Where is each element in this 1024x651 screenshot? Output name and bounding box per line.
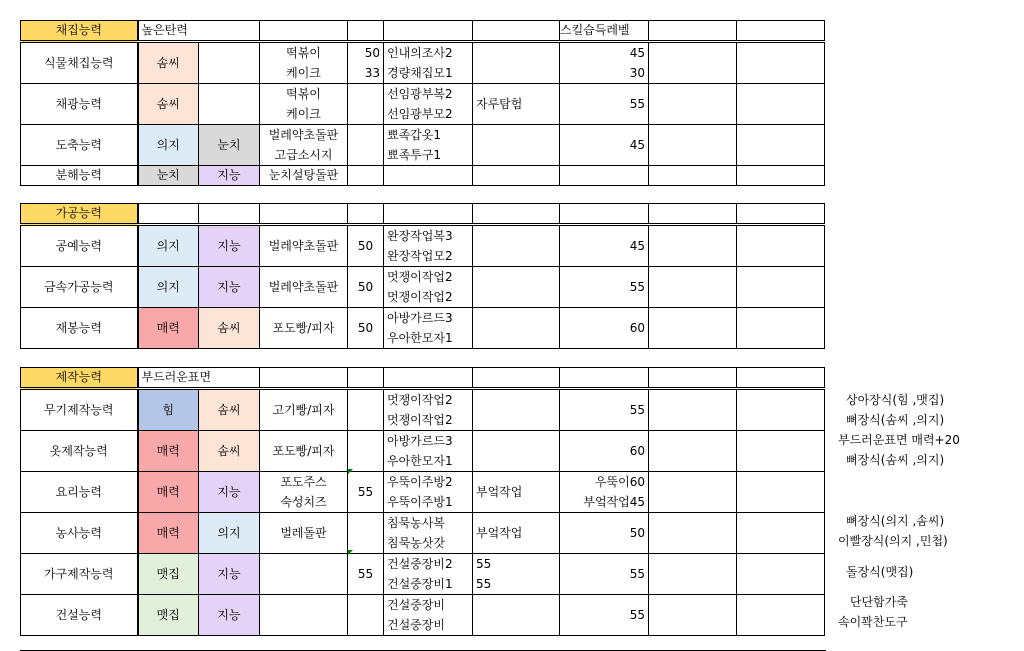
gear-line: 뾰족갑옷1 (387, 128, 442, 142)
number-cell[interactable]: 55 (348, 554, 384, 595)
extra-line: 55 (476, 577, 492, 591)
gear-line: 침묵농사복 (387, 516, 445, 530)
number-line: 33 (364, 66, 380, 80)
gear-line: 완장작업모2 (387, 249, 453, 263)
table-row (21, 472, 825, 513)
gear-cell[interactable] (384, 166, 473, 186)
stat-cell[interactable]: 눈치 (138, 166, 199, 186)
level-cell[interactable]: 45 (560, 125, 649, 166)
gear-cell[interactable] (384, 308, 473, 349)
number-cell[interactable]: 50 (348, 225, 384, 267)
crafting-table (20, 367, 825, 636)
header-cell[interactable] (473, 21, 560, 42)
extra-cell[interactable] (473, 308, 560, 349)
number-cell[interactable] (348, 84, 384, 125)
header-cell[interactable] (649, 21, 737, 42)
gear-line: 아방가르드3 (387, 311, 453, 325)
table-row (21, 308, 825, 349)
gear-cell[interactable] (384, 125, 473, 166)
empty-cell[interactable] (649, 225, 737, 267)
level-line: 부엌작업45 (583, 495, 645, 509)
empty-cell[interactable] (737, 267, 825, 308)
header-cell[interactable] (348, 21, 384, 42)
table-header-row (21, 204, 825, 225)
skill-name[interactable]: 무기제작능력 (21, 389, 138, 431)
empty-cell[interactable] (649, 595, 737, 636)
note-line: 돌장식(맷집) (846, 565, 914, 579)
table-row (21, 125, 825, 166)
note-line: 뼈장식(솜씨 ,의지) (846, 453, 945, 467)
table-row (21, 84, 825, 125)
food-cell[interactable]: 포도빵/피자 (260, 431, 348, 472)
number-line: 50 (364, 46, 380, 60)
extra-cell[interactable] (473, 595, 560, 636)
stat-cell[interactable]: 매력 (138, 513, 199, 554)
level-cell[interactable]: 60 (560, 308, 649, 349)
food-cell[interactable] (260, 125, 348, 166)
food-line: 떡볶이 (286, 46, 321, 60)
level-line: 우뚝이60 (594, 475, 645, 489)
table-row (21, 225, 825, 267)
table-row (21, 513, 825, 554)
header-cell[interactable] (384, 21, 473, 42)
empty-cell[interactable] (649, 166, 737, 186)
skill-name[interactable]: 금속가공능력 (21, 267, 138, 308)
stat-cell[interactable] (199, 42, 260, 84)
number-cell[interactable] (348, 431, 384, 472)
gear-cell[interactable] (384, 554, 473, 595)
empty-cell[interactable] (737, 389, 825, 431)
level-cell[interactable] (560, 472, 649, 513)
food-cell[interactable]: 포도빵/피자 (260, 308, 348, 349)
extra-cell[interactable]: 자루탐험 (473, 84, 560, 125)
stat-cell[interactable]: 지능 (199, 472, 260, 513)
number-cell[interactable]: 50 (348, 308, 384, 349)
stat-cell[interactable]: 맷집 (138, 554, 199, 595)
header-cell[interactable] (384, 368, 473, 389)
side-note (846, 562, 913, 582)
extra-cell[interactable] (473, 431, 560, 472)
table-row (21, 42, 825, 84)
stat-cell[interactable]: 의지 (199, 513, 260, 554)
gear-line: 인내의조사2 (387, 46, 453, 60)
number-cell[interactable]: 50 (348, 267, 384, 308)
level-cell[interactable]: 55 (560, 389, 649, 431)
gear-cell[interactable] (384, 513, 473, 554)
extra-cell[interactable] (473, 267, 560, 308)
stat-cell[interactable]: 솜씨 (199, 389, 260, 431)
gear-line: 건설중장비 (387, 598, 445, 612)
gear-line: 선임광부복2 (387, 87, 453, 101)
gear-line: 멋쟁이작업2 (387, 270, 453, 284)
gear-line: 선임광부모2 (387, 107, 453, 121)
extra-cell[interactable] (473, 166, 560, 186)
empty-cell[interactable] (649, 84, 737, 125)
stat-cell[interactable]: 맷집 (138, 595, 199, 636)
stat-cell[interactable]: 힘 (138, 389, 199, 431)
stat-cell[interactable]: 지능 (199, 225, 260, 267)
food-cell[interactable]: 벌레돌판 (260, 513, 348, 554)
table-header-row (21, 368, 825, 389)
empty-cell[interactable] (649, 554, 737, 595)
number-cell[interactable] (348, 389, 384, 431)
skill-name[interactable]: 건설능력 (21, 595, 138, 636)
gear-line: 멋쟁이작업2 (387, 290, 453, 304)
food-cell[interactable]: 고기빵/피자 (260, 389, 348, 431)
empty-cell[interactable] (737, 513, 825, 554)
food-cell[interactable] (260, 472, 348, 513)
stat-cell[interactable]: 의지 (138, 125, 199, 166)
extra-cell[interactable] (473, 389, 560, 431)
comment-indicator-icon (348, 469, 353, 474)
level-cell[interactable] (560, 42, 649, 84)
section-title-gathering[interactable]: 채집능력 (21, 21, 138, 42)
food-line: 고급소시지 (274, 148, 333, 162)
gear-cell[interactable] (384, 84, 473, 125)
header-cell[interactable] (348, 368, 384, 389)
gear-cell[interactable] (384, 267, 473, 308)
number-cell[interactable] (348, 595, 384, 636)
gear-cell[interactable] (384, 472, 473, 513)
food-cell[interactable] (260, 42, 348, 84)
header-cell[interactable] (138, 204, 199, 225)
table-row (21, 389, 825, 431)
header-cell[interactable] (384, 204, 473, 225)
stat-cell[interactable]: 솜씨 (199, 308, 260, 349)
gear-line: 건설중장비 (387, 618, 445, 632)
gear-line: 멋쟁이작업2 (387, 413, 453, 427)
skill-name[interactable]: 분해능력 (21, 166, 138, 186)
level-cell[interactable] (560, 166, 649, 186)
side-note (838, 430, 960, 470)
empty-cell[interactable] (649, 267, 737, 308)
gear-cell[interactable] (384, 431, 473, 472)
empty-cell[interactable] (737, 125, 825, 166)
extra-line: 55 (476, 557, 492, 571)
gear-line: 멋쟁이작업2 (387, 393, 453, 407)
gear-cell[interactable] (384, 595, 473, 636)
header-cell[interactable] (473, 204, 560, 225)
note-line: 뼈장식(솜씨 ,의지) (846, 413, 945, 427)
skill-name[interactable]: 식물채집능력 (21, 42, 138, 84)
header-cell[interactable]: 스킬습득레벨 (560, 21, 649, 42)
empty-cell[interactable] (737, 84, 825, 125)
header-cell[interactable] (737, 368, 825, 389)
stat-cell[interactable]: 매력 (138, 431, 199, 472)
note-line: 뼈장식(의지 ,솜씨) (846, 514, 945, 528)
gear-line: 침묵농삿갓 (387, 536, 445, 550)
extra-cell[interactable] (473, 125, 560, 166)
empty-cell[interactable] (649, 125, 737, 166)
empty-cell[interactable] (737, 472, 825, 513)
skill-name[interactable]: 재봉능력 (21, 308, 138, 349)
comment-indicator-icon (348, 550, 353, 555)
gathering-table (20, 20, 825, 186)
side-note (838, 511, 948, 551)
table-row (21, 267, 825, 308)
stat-cell[interactable]: 의지 (138, 267, 199, 308)
gear-cell[interactable] (384, 389, 473, 431)
stat-cell[interactable] (199, 84, 260, 125)
header-cell[interactable]: 높은탄력 (138, 21, 260, 42)
level-cell[interactable]: 60 (560, 431, 649, 472)
extra-cell[interactable] (473, 554, 560, 595)
stat-cell[interactable]: 솜씨 (138, 84, 199, 125)
table-row (21, 554, 825, 595)
side-note (838, 592, 908, 632)
note-line: 속이꽉찬도구 (838, 615, 908, 629)
skill-name[interactable]: 가구제작능력 (21, 554, 138, 595)
number-cell[interactable] (348, 125, 384, 166)
table-row (21, 431, 825, 472)
number-cell[interactable] (348, 42, 384, 84)
header-cell[interactable] (560, 368, 649, 389)
gear-line: 아방가르드3 (387, 434, 453, 448)
gear-line: 우뚝이주방2 (387, 475, 453, 489)
food-line: 포도주스 (280, 475, 327, 489)
gear-line: 건설중장비1 (387, 577, 453, 591)
level-line: 45 (629, 46, 645, 60)
skill-name[interactable]: 도축능력 (21, 125, 138, 166)
table-header-row (21, 21, 825, 42)
number-cell[interactable]: 55 (348, 472, 384, 513)
empty-cell[interactable] (649, 308, 737, 349)
section-title-crafting[interactable]: 제작능력 (21, 368, 138, 389)
gear-cell[interactable] (384, 225, 473, 267)
header-cell[interactable] (649, 368, 737, 389)
stat-cell[interactable]: 매력 (138, 472, 199, 513)
empty-cell[interactable] (737, 225, 825, 267)
stat-cell[interactable]: 지능 (199, 267, 260, 308)
empty-cell[interactable] (649, 389, 737, 431)
stat-cell[interactable]: 매력 (138, 308, 199, 349)
table-row (21, 166, 825, 186)
empty-cell[interactable] (737, 554, 825, 595)
header-cell[interactable] (737, 204, 825, 225)
level-cell[interactable]: 55 (560, 267, 649, 308)
level-cell[interactable]: 45 (560, 225, 649, 267)
empty-cell[interactable] (649, 42, 737, 84)
extra-cell[interactable]: 부엌작업 (473, 472, 560, 513)
food-line: 벌레약초돌판 (268, 128, 339, 142)
gear-line: 뾰족투구1 (387, 148, 442, 162)
stat-cell[interactable]: 솜씨 (199, 431, 260, 472)
empty-cell[interactable] (649, 431, 737, 472)
header-cell[interactable] (473, 368, 560, 389)
level-cell[interactable]: 55 (560, 595, 649, 636)
food-cell[interactable] (260, 554, 348, 595)
number-cell[interactable] (348, 166, 384, 186)
header-cell[interactable] (260, 368, 348, 389)
header-cell[interactable]: 부드러운표면 (138, 368, 260, 389)
level-cell[interactable]: 50 (560, 513, 649, 554)
skill-name[interactable]: 채광능력 (21, 84, 138, 125)
food-cell[interactable] (260, 84, 348, 125)
header-cell[interactable] (199, 204, 260, 225)
gear-line: 건설중장비2 (387, 557, 453, 571)
empty-cell[interactable] (649, 513, 737, 554)
skill-name[interactable]: 옷제작능력 (21, 431, 138, 472)
food-line: 케이크 (286, 66, 321, 80)
header-cell[interactable] (260, 204, 348, 225)
food-cell[interactable] (260, 595, 348, 636)
extra-cell[interactable]: 부엌작업 (473, 513, 560, 554)
food-line: 케이크 (286, 107, 321, 121)
table-row (21, 595, 825, 636)
gear-line: 우아한모자1 (387, 331, 453, 345)
level-cell[interactable]: 55 (560, 84, 649, 125)
gear-line: 우아한모자1 (387, 454, 453, 468)
note-line: 부드러운표면 매력+20 (838, 433, 960, 447)
food-line: 숙성치즈 (280, 495, 327, 509)
level-line: 30 (629, 66, 645, 80)
skill-name[interactable]: 공예능력 (21, 225, 138, 267)
gear-line: 우뚝이주방1 (387, 495, 453, 509)
header-cell[interactable] (260, 21, 348, 42)
stat-cell[interactable]: 눈치 (199, 125, 260, 166)
stat-cell[interactable]: 지능 (199, 595, 260, 636)
food-cell[interactable]: 벌레약초돌판 (260, 267, 348, 308)
header-cell[interactable] (649, 204, 737, 225)
food-cell[interactable]: 벌레약초돌판 (260, 225, 348, 267)
note-line: 이빨장식(의지 ,민첩) (838, 534, 948, 548)
empty-cell[interactable] (737, 42, 825, 84)
level-cell[interactable]: 55 (560, 554, 649, 595)
stat-cell[interactable]: 지능 (199, 166, 260, 186)
skill-name[interactable]: 농사능력 (21, 513, 138, 554)
header-cell[interactable] (737, 21, 825, 42)
empty-cell[interactable] (737, 308, 825, 349)
stat-cell[interactable]: 의지 (138, 225, 199, 267)
section-title-processing[interactable]: 가공능력 (21, 204, 138, 225)
stat-cell[interactable]: 솜씨 (138, 42, 199, 84)
extra-cell[interactable] (473, 225, 560, 267)
skill-name[interactable]: 요리능력 (21, 472, 138, 513)
note-line: 상아장식(힘 ,맷집) (846, 393, 945, 407)
empty-cell[interactable] (737, 595, 825, 636)
header-cell[interactable] (348, 204, 384, 225)
processing-table (20, 203, 825, 349)
gear-line: 완장작업복3 (387, 229, 453, 243)
header-cell[interactable] (560, 204, 649, 225)
stat-cell[interactable]: 지능 (199, 554, 260, 595)
side-note (846, 390, 944, 430)
empty-cell[interactable] (649, 472, 737, 513)
empty-cell[interactable] (737, 431, 825, 472)
gear-line: 경량채집모1 (387, 66, 453, 80)
empty-cell[interactable] (737, 166, 825, 186)
extra-cell[interactable] (473, 42, 560, 84)
number-cell[interactable] (348, 513, 384, 554)
food-line: 떡볶이 (286, 87, 321, 101)
food-cell[interactable]: 눈치설탕돌판 (260, 166, 348, 186)
note-line: 단단함가죽 (850, 595, 908, 609)
gear-cell[interactable] (384, 42, 473, 84)
